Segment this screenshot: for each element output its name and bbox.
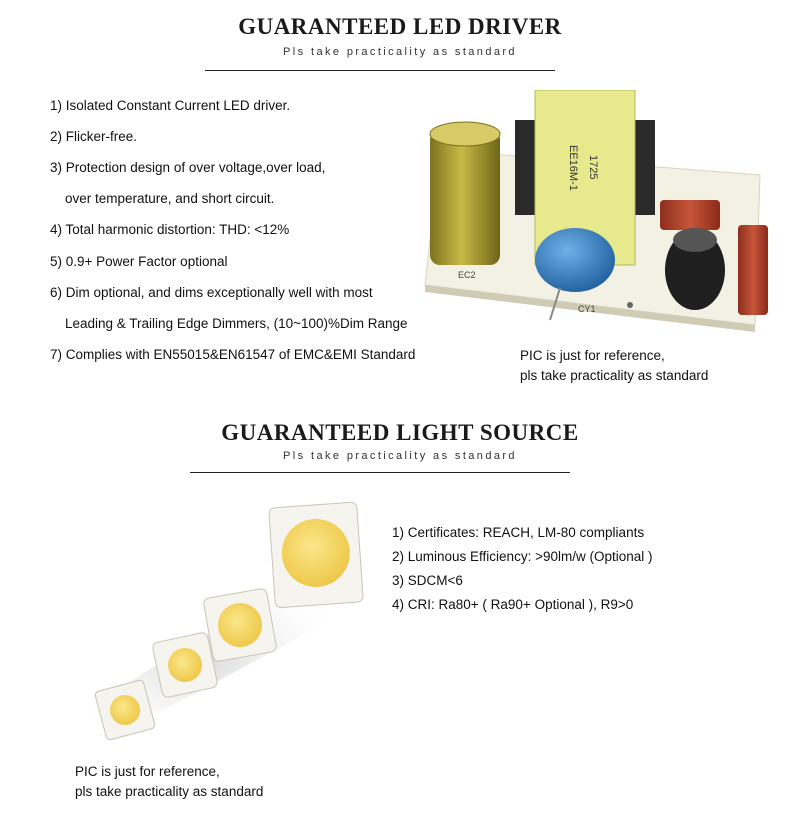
- transformer-label-b: 1725: [587, 155, 599, 180]
- light-note-line1: PIC is just for reference,: [75, 764, 220, 779]
- driver-feature-7: 7) Complies with EN55015&EN61547 of EMC&EMI Standard: [50, 347, 416, 362]
- driver-feature-2: 2) Flicker-free.: [50, 129, 138, 144]
- cob-led-chips-image: [40, 495, 370, 765]
- driver-title-rule: [205, 70, 555, 71]
- driver-feature-3-cont: over temperature, and short circuit.: [65, 191, 275, 206]
- transformer-label-a: EE16M-1: [567, 145, 579, 191]
- cob-led-chip-medium: [152, 632, 218, 698]
- driver-feature-5: 5) 0.9+ Power Factor optional: [50, 254, 228, 269]
- light-feature-3: 3) SDCM<6: [392, 573, 463, 588]
- driver-feature-4: 4) Total harmonic distortion: THD: <12%: [50, 222, 290, 237]
- driver-section-title: GUARANTEED LED DRIVER: [238, 14, 562, 39]
- light-note-line2: pls take practicality as standard: [75, 784, 264, 799]
- electrolytic-capacitor: [430, 130, 500, 265]
- driver-feature-1: 1) Isolated Constant Current LED driver.: [50, 98, 291, 113]
- driver-note-line2: pls take practicality as standard: [520, 368, 709, 383]
- light-feature-4: 4) CRI: Ra80+ ( Ra90+ Optional ), R9>0: [392, 597, 634, 612]
- light-section-title: GUARANTEED LIGHT SOURCE: [221, 420, 579, 445]
- light-section-subtitle: Pls take practicality as standard: [283, 450, 517, 462]
- light-reference-note: [75, 762, 263, 802]
- light-feature-1: 1) Certificates: REACH, LM-80 compliants: [392, 525, 645, 540]
- board-label-ec2: EC2: [458, 270, 476, 280]
- driver-section-subtitle: Pls take practicality as standard: [283, 46, 517, 58]
- driver-feature-3: 3) Protection design of over voltage,over load,: [50, 160, 326, 175]
- light-feature-2: 2) Luminous Efficiency: >90lm/w (Optional ): [392, 549, 653, 564]
- driver-note-line1: PIC is just for reference,: [520, 348, 665, 363]
- driver-feature-6-cont: Leading & Trailing Edge Dimmers, (10~100)%Dim Range: [65, 316, 408, 331]
- cob-led-chip-xlarge: [269, 502, 364, 608]
- driver-reference-note: [520, 346, 708, 386]
- board-label-cy1: CY1: [578, 304, 596, 314]
- film-capacitor: [660, 200, 720, 230]
- cob-led-chip-large: [203, 588, 277, 662]
- driver-feature-6: 6) Dim optional, and dims exceptionally well with most: [50, 285, 373, 300]
- y-capacitor: [535, 228, 615, 292]
- led-driver-board-image: [420, 90, 770, 335]
- light-title-rule: [190, 472, 570, 473]
